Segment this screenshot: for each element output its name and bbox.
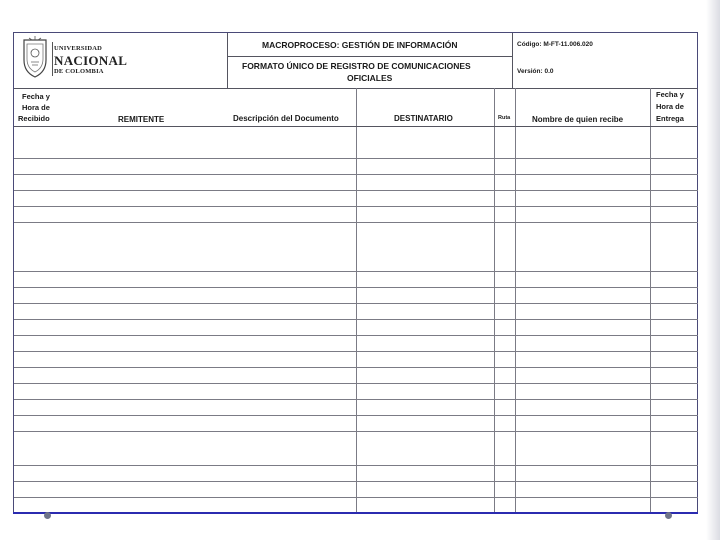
table-row xyxy=(14,303,698,304)
table-row xyxy=(14,287,698,288)
col-fecha-entrega: Fecha y Hora de Entrega xyxy=(656,90,684,123)
logo-line-2: NACIONAL xyxy=(54,53,128,68)
table-row xyxy=(14,206,698,207)
col-sep-nombre xyxy=(515,88,516,512)
table-row xyxy=(14,190,698,191)
table-row xyxy=(14,481,698,482)
header-divider-right xyxy=(512,33,513,88)
col-sep-destinatario xyxy=(356,88,357,512)
table-row xyxy=(14,431,698,432)
logo-line-3: DE COLOMBIA xyxy=(54,68,104,75)
version-label: Versión: 0.0 xyxy=(517,68,554,75)
table-row xyxy=(14,222,698,223)
university-logo xyxy=(20,36,126,80)
table-row xyxy=(14,335,698,336)
col-sep-entrega xyxy=(650,88,651,512)
table-row xyxy=(14,174,698,175)
table-row xyxy=(14,465,698,466)
col-ruta: Ruta xyxy=(498,115,511,121)
col-nombre-recibe: Nombre de quien recibe xyxy=(532,115,624,124)
table-row xyxy=(14,497,698,498)
header-divider-left xyxy=(227,33,228,88)
table-row xyxy=(14,399,698,400)
table-row xyxy=(14,158,698,159)
table-row xyxy=(14,367,698,368)
formato-title-line-2: OFICIALES xyxy=(347,73,393,83)
codigo-label: Código: M-FT-11.006.020 xyxy=(517,41,593,48)
col-descripcion: Descripción del Documento xyxy=(233,114,339,123)
table-row xyxy=(14,319,698,320)
header-divider-middle xyxy=(228,56,512,57)
macroproceso-title: MACROPROCESO: GESTIÓN DE INFORMACIÓN xyxy=(262,40,458,50)
table-row xyxy=(14,351,698,352)
table-row xyxy=(14,271,698,272)
corner-dot-left-icon xyxy=(44,512,51,519)
logo-divider xyxy=(52,42,53,76)
formato-title-line-1: FORMATO ÚNICO DE REGISTRO DE COMUNICACIONES xyxy=(242,61,471,71)
col-fecha-recibido: Fecha y Hora de Recibido xyxy=(18,92,50,123)
university-crest-icon xyxy=(20,36,50,80)
col-remitente: REMITENTE xyxy=(118,115,165,124)
col-destinatario: DESTINATARIO xyxy=(394,114,453,123)
slide-edge-shadow xyxy=(706,0,720,540)
frame-bottom-border xyxy=(13,512,698,514)
table-header-bottom xyxy=(14,126,698,127)
logo-line-1: UNIVERSIDAD xyxy=(54,45,103,52)
col-sep-ruta xyxy=(494,88,495,512)
table-row xyxy=(14,383,698,384)
table-row xyxy=(14,415,698,416)
corner-dot-right-icon xyxy=(665,512,672,519)
